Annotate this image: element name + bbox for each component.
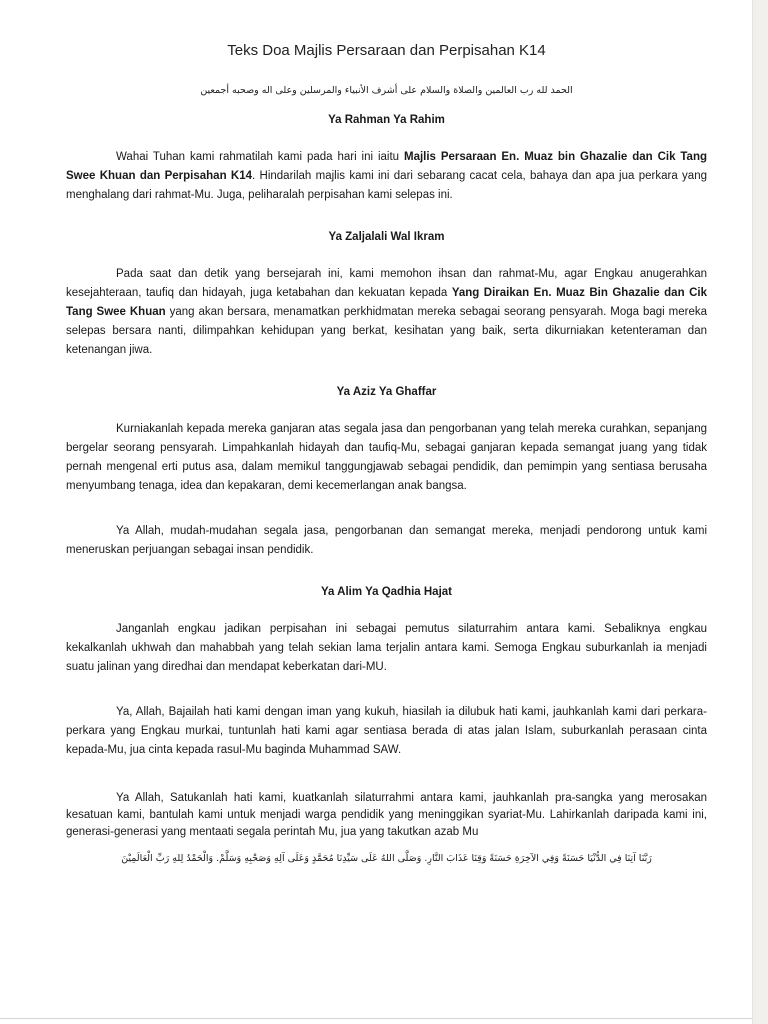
paragraph-satukanlah	[66, 790, 707, 841]
paragraph-ya-allah-jasa	[66, 522, 707, 560]
opening-arabic-invocation: الحمد لله رب العالمين والصلاة والسلام على أشرف الأنبياء والمرسلين وعلى اله وصحبه أجمعين	[200, 85, 573, 96]
paragraph-text: yang akan bersara, menamatkan perkhidmatan mereka sebagai seorang pensyarah. Moga bagi mereka selepas bersara nanti, dilimpahkan kehidupan yang berkat, kesihatan yang baik, serta dikurniakan ketenteraman dan ketenangan jiwa.	[66, 306, 707, 356]
paragraph-bajailah	[66, 703, 707, 760]
paragraph-bold-text: Yang Diraikan En. Muaz Bin Ghazalie dan Cik Tang Swee Khuan	[66, 287, 707, 318]
paragraph-text: Ya Allah, mudah-mudahan segala jasa, pengorbanan dan semangat mereka, menjadi pendorong untuk kami meneruskan perjuangan sebagai insan pendidik.	[66, 525, 707, 556]
paragraph-text: Pada saat dan detik yang bersejarah ini, kami memohon ihsan dan rahmat-Mu, agar Engkau anugerahkan kesejahteraan, taufiq dan hidayah, juga ketabahan dan kekuatan kepada	[66, 268, 707, 299]
paragraph-pada-saat	[66, 265, 707, 360]
paragraph-kurniakanlah	[66, 420, 707, 496]
document-title: Teks Doa Majlis Persaraan dan Perpisahan K14	[227, 42, 546, 59]
page-edge-shadow	[752, 0, 768, 1024]
section-heading-ya-zaljalali: Ya Zaljalali Wal Ikram	[328, 231, 445, 243]
paragraph-bold-text: Majlis Persaraan En. Muaz bin Ghazalie dan Cik Tang Swee Khuan dan Perpisahan K14	[66, 151, 708, 182]
section-heading-ya-alim: Ya Alim Ya Qadhia Hajat	[320, 586, 453, 598]
page-bottom-rule	[0, 1018, 752, 1019]
section-heading-ya-aziz: Ya Aziz Ya Ghaffar	[336, 386, 437, 398]
paragraph-text: Kurniakanlah kepada mereka ganjaran atas segala jasa dan pengorbanan yang telah mereka curahkan, sepanjang bergelar seorang pensyarah. Limpahkanlah hidayah dan taufiq-Mu, sebagai ganjaran kepada semangat juang yang tidak pernah mengenal erti putus asa, dalam memikul tanggungjawab sebagai pendidik, dan pemimpin yang sentiasa berusaha menyumbang tenaga, idea dan kepakaran, demi kecemerlangan anak bangsa.	[66, 423, 707, 492]
paragraph-text: Ya Allah, Satukanlah hati kami, kuatkanlah silaturrahmi antara kami, jauhkanlah pra-sangka yang merosakan kesatuan kami, bantulah kami untuk menjadi warga pendidik yang meninggikan syariat-Mu. Lahirkanlah daripada kami ini, generasi-generasi yang mentaati segala perintah Mu, jua yang takutkan azab Mu	[66, 792, 707, 838]
document-body	[66, 42, 707, 864]
paragraph-janganlah	[66, 620, 707, 677]
paragraph-text: Wahai Tuhan kami rahmatilah kami pada hari ini iaitu	[116, 151, 404, 163]
section-heading-ya-rahman: Ya Rahman Ya Rahim	[328, 114, 445, 126]
closing-arabic-prayer: رَبَّنَا آتِنَا فِي الدُّنْيَا حَسَنَةً وَفِي الآخِرَةِ حَسَنَةً وَقِنَا عَذَابَ النَّارِ. وَصَلَّى اللهُ عَلَى سَيِّدِنَا مُحَمَّدٍ وَعَلَى آلِهِ وَصَحْبِهِ وَسَلَّمْ. وَالْحَمْدُ لِلهِ رَبِّ الْعَالَمِيْنَ	[121, 853, 652, 864]
paragraph-rahmatilah	[66, 148, 707, 205]
paragraph-text: . Hindarilah majlis kami ini dari sebarang cacat cela, bahaya dan apa jua perkara yang menghalang dari rahmat-Mu. Juga, peliharalah perpisahan kami selepas ini.	[66, 170, 707, 201]
paragraph-text: Janganlah engkau jadikan perpisahan ini sebagai pemutus silaturrahim antara kami. Sebaliknya engkau kekalkanlah ukhwah dan mahabbah yang telah sekian lama terjalin antara kami. Semoga Engkau suburkanlah ia menjadi suatu jalinan yang diredhai dan mendapat keberkatan dari-MU.	[66, 623, 707, 673]
paragraph-text: Ya, Allah, Bajailah hati kami dengan iman yang kukuh, hiasilah ia dilubuk hati kami, jauhkanlah kami dari perkara-perkara yang Engkau murkai, tuntunlah hati kami agar sentiasa berada di atas jalan Islam, suburkanlah perasaan cinta kepada-Mu, jua cinta kepada rasul-Mu baginda Muhammad SAW.	[66, 706, 707, 756]
